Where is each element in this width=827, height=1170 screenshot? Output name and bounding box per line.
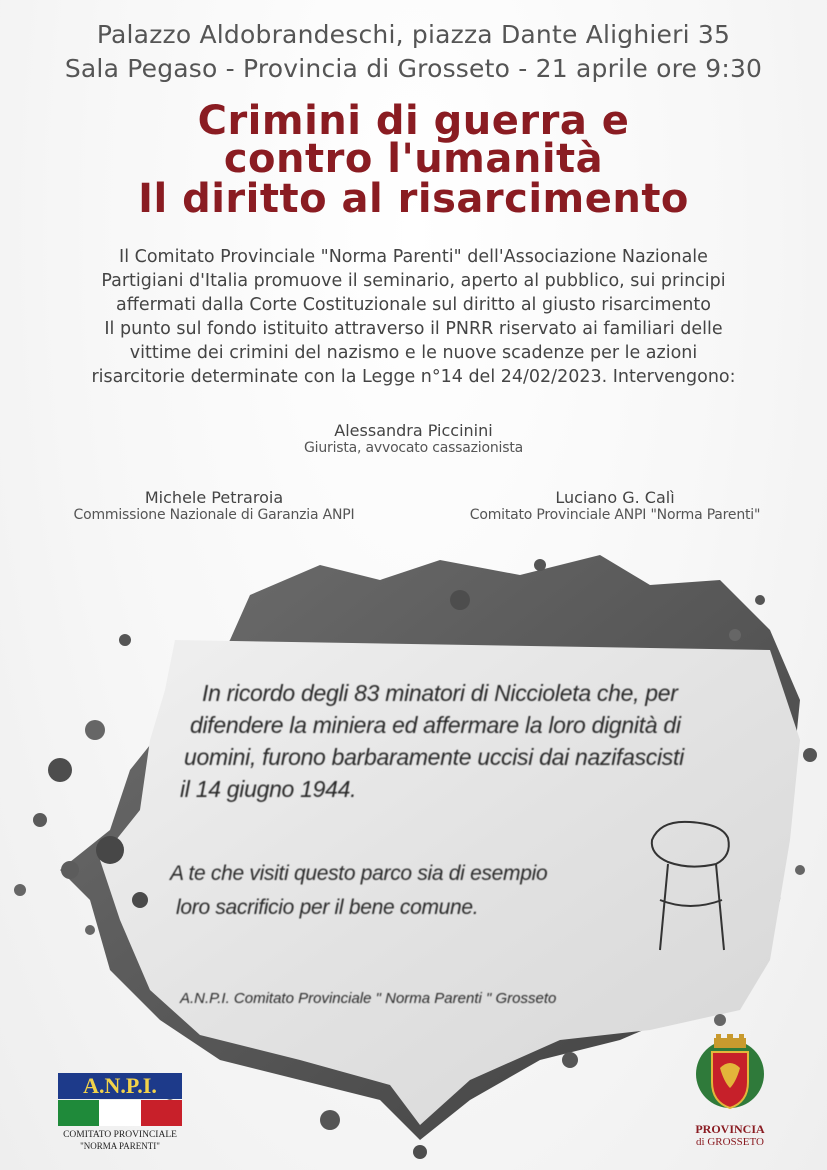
- plaque-text-line: difendere la miniera ed affermare la loro dignità di: [190, 712, 681, 738]
- intro-line: affermati dalla Corte Costituzionale sul diritto al giusto risarcimento: [116, 295, 711, 315]
- speaker-role: Giurista, avvocato cassazionista: [304, 440, 523, 456]
- intro-line: vittime dei crimini del nazismo e le nuove scadenze per le azioni: [129, 343, 698, 363]
- title-line-2: contro l'umanità: [223, 136, 604, 182]
- plaque-text-line: A te che visiti questo parco sia di esempio: [170, 862, 548, 885]
- anpi-logo: [58, 1073, 182, 1153]
- anpi-caption-2: "NORMA PARENTI": [80, 1141, 160, 1151]
- speaker-role: Commissione Nazionale di Garanzia ANPI: [73, 507, 355, 523]
- provincia-caption-2: di GROSSETO: [696, 1136, 764, 1148]
- event-date-location: Sala Pegaso - Provincia di Grosseto - 21 aprile ore 9:30: [64, 54, 763, 83]
- intro-line: risarcitorie determinate con la Legge n°14 del 24/02/2023. Intervengono:: [91, 367, 736, 387]
- event-venue: Palazzo Aldobrandeschi, piazza Dante Alighieri 35: [96, 20, 731, 49]
- intro-line: Il punto sul fondo istituito attraverso il PNRR riservato ai familiari delle: [104, 319, 723, 339]
- plaque-signature: A.N.P.I. Comitato Provinciale " Norma Parenti " Grosseto: [180, 990, 557, 1007]
- anpi-caption-1: COMITATO PROVINCIALE: [63, 1130, 177, 1140]
- plaque-text-line: loro sacrificio per il bene comune.: [176, 896, 479, 919]
- speaker-role: Comitato Provinciale ANPI "Norma Parenti": [469, 507, 761, 523]
- intro-line: Il Comitato Provinciale "Norma Parenti" dell'Associazione Nazionale: [119, 247, 708, 267]
- plaque-text-line: uomini, furono barbaramente uccisi dai nazifascisti: [184, 744, 684, 770]
- title-line-1: Crimini di guerra e: [197, 98, 630, 144]
- speaker-name: Luciano G. Calì: [555, 488, 675, 507]
- provincia-grosseto-logo: [690, 1030, 770, 1150]
- crest-icon: [690, 1030, 770, 1116]
- intro-line: Partigiani d'Italia promuove il seminario, aperto al pubblico, sui principi: [101, 271, 726, 291]
- anpi-brand: A.N.P.I.: [58, 1073, 182, 1099]
- provincia-caption-1: PROVINCIA: [695, 1122, 765, 1136]
- speaker-name: Alessandra Piccinini: [334, 421, 493, 440]
- plaque-text-line: il 14 giugno 1944.: [180, 776, 357, 802]
- title-line-3: Il diritto al risarcimento: [138, 176, 689, 222]
- intro-paragraph: [0, 245, 827, 389]
- italian-flag-icon: [58, 1100, 182, 1126]
- plaque-text-line: In ricordo degli 83 minatori di Niccioleta che, per: [202, 680, 678, 706]
- speaker-name: Michele Petraroia: [144, 488, 284, 507]
